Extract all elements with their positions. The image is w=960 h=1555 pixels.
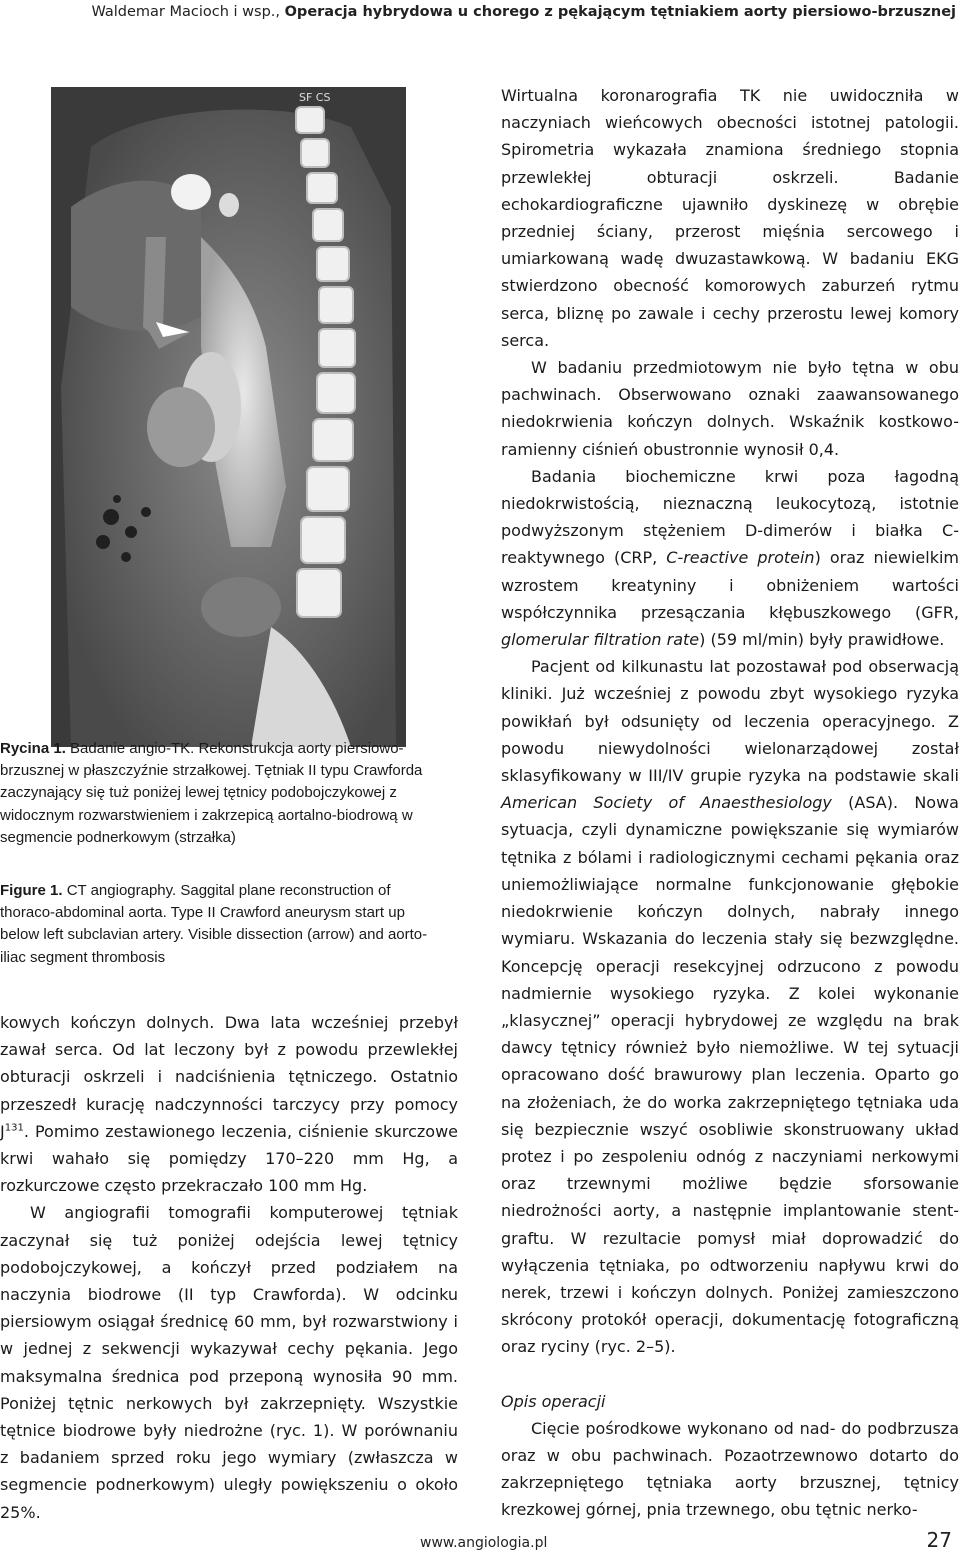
term-english: C-reactive protein: [666, 548, 815, 568]
paragraph: [501, 653, 959, 1360]
paragraph-text: . Pomimo zestawionego leczenia, ciśnienie skurczowe krwi wahało się pomiędzy 170–220 mm Hg, a rozkurczowe często przekraczało 100 mm Hg.: [0, 1121, 458, 1196]
section-heading: Opis operacji: [501, 1391, 606, 1411]
paragraph-text: Badania biochemiczne krwi poza łagodną niedokrwistością, nieznaczną leukocytozą, istotnie podwyższonym stężeniem D-dimerów i białka C-reaktywnego (CRP,: [501, 466, 959, 568]
page-number: 27: [926, 1528, 952, 1552]
figure-caption-polish: [0, 738, 440, 849]
caption-en-text: CT angiography. Saggital plane reconstruction of thoraco-abdominal aorta. Type II Crawford aneurysm start up below left subclavian artery. Visible dissection (arrow) and aorto-iliac segment thrombosis: [0, 882, 428, 966]
paragraph-text: ) (59 ml/min) były prawidłowe.: [699, 630, 945, 650]
paragraph: W angiografii tomografii komputerowej tętniak zaczynał się tuż poniżej odejścia lewej tętnicy podobojczykowej, a kończył przed podziałem na naczynia biodrowe (II typ Crawforda). W odcinku piersiowym osiągał średnicę 60 mm, był rozwarstwiony i w jednej z sekwencji wykazywał cechy pękania. Jego maksymalna średnica pod przeponą wynosiła 90 mm. Poniżej tętnic nerkowych był zakrzepnięty. Wszystkie tętnice biodrowe były niedrożne (ryc. 1). W porównaniu z badaniem sprzed roku jego wymiary (zwłaszcza w segmencie podnerkowym) uległy powiększeniu o około 25%.: [0, 1203, 458, 1522]
term-english: glomerular filtration rate: [501, 630, 700, 650]
paragraph-text: Pacjent od kilkunastu lat pozostawał pod obserwacją kliniki. Już wcześniej z powodu zbyt wysokiego ryzyka powikłań był odsunięty od leczenia operacyjnego. Z powodu niewydolności wielonarządowej został sklasyfikowany w III/IV grupie ryzyka na podstawie skali: [501, 657, 959, 786]
term-english: American Society of Anaesthesiology: [501, 793, 832, 813]
footer-url[interactable]: www.angiologia.pl: [420, 1535, 548, 1551]
ct-scan-image: [51, 87, 406, 747]
paragraph: W badaniu przedmiotowym nie było tętna w obu pachwinach. Obserwowano oznaki zaawansowanego niedokrwienia kończyn dolnych. Wskaźnik kostkowo-ramienny ciśnień obustronnie wynosił 0,4.: [501, 358, 959, 459]
paragraph: [0, 1009, 458, 1199]
paragraph-text: ) oraz niewielkim wzrostem kreatyniny i obniżeniem wartości współczynnika przesączania kłębuszkowego (GFR,: [501, 548, 960, 622]
scan-label: SF CS: [299, 91, 331, 104]
superscript-isotope: 131: [4, 1122, 24, 1134]
running-head-authors: Waldemar Macioch i wsp.,: [91, 4, 280, 20]
ct-scan-illustration: [51, 87, 406, 747]
paragraph-text: kowych kończyn dolnych. Dwa lata wcześniej przebył zawał serca. Od lat leczony był z powodu przewlekłej obturacji oskrzeli i nadciśnienia tętniczego. Ostatnio przeszedł kurację nadczynności tarczycy przy pomocy J: [0, 1013, 458, 1141]
right-column: [501, 82, 959, 1524]
caption-en-label: Figure 1.: [0, 882, 63, 899]
running-head-title: Operacja hybrydowa u chorego z pękającym tętniakiem aorty piersiowo-brzusznej: [284, 4, 956, 20]
caption-pl-text: Badanie angio-TK. Rekonstrukcja aorty piersiowo-brzusznej w płaszczyźnie strzałkowej. Tętniak II typu Crawforda zaczynający się tuż poniżej lewej tętnicy podobojczykowej z widocznym rozwarstwieniem i zakrzepicą aortalno-biodrową w segmencie podnerkowym (strzałka): [0, 740, 423, 846]
paragraph: Wirtualna koronarografia TK nie uwidoczniła w naczyniach wieńcowych obecności istotnej patologii. Spirometria wykazała znamiona średniego stopnia przewlekłej obturacji oskrzeli. Badanie echokardiograficzne ujawniło dyskinezę w obrębie przedniej ściany, przerost mięśnia sercowego i umiarkowaną wadę dwuzastawkową. W badaniu EKG stwierdzono obecność komorowych zaburzeń rytmu serca, bliznę po zawale i cechy przerostu lewej komory serca.: [501, 86, 959, 350]
left-column: [0, 1009, 458, 1526]
running-head: [0, 4, 956, 20]
figure-caption-english: [0, 880, 440, 969]
caption-pl-label: Rycina 1.: [0, 740, 66, 757]
paragraph: [501, 463, 959, 653]
paragraph-text: (ASA). Nowa sytuacja, czyli dynamiczne powiększanie się wymiarów tętnika z bólami i radiologicznymi cechami pękania oraz uniemożliwiające normalne funkcjonowanie głębokie niedokrwienie kończyn dolnych, nabrały innego wymiaru. Wskazania do leczenia stały się bezwzględne. Koncepcję operacji resekcyjnej odrzucono z powodu nadmiernie wysokiego ryzyka. Z kolei wykonanie „klasycznej” operacji hybrydowej ze względu na brak dawcy tętnicy również było niemożliwe. W tej sytuacji opracowano dość brawurowy plan leczenia. Oparto go na złożeniach, że do worka zakrzepniętego tętniaka uda się bezpiecznie wszyć osobliwie skonstruowany układ protez i po zespoleniu odnóg z naczyniami nerkowymi oraz trzewnymi możliwe będzie sforsowanie niedrożności aorty, a następnie implantowanie stent-graftu. W rezultacie pomysł miał doprowadzić do wyłączenia tętniaka, po odtworzeniu napływu krwi do nerek, trzewi i kończyn dolnych. Poniżej zamieszczono skrócony protokół operacji, dokumentację fotograficzną oraz ryciny (ryc. 2–5).: [501, 793, 959, 1357]
paragraph: Cięcie pośrodkowe wykonano od nad- do podbrzusza oraz w obu pachwinach. Pozaotrzewnowo dotarto do zakrzepniętego tętniaka aorty brzusznej, tętnicy krezkowej górnej, pnia trzewnego, obu tętnic nerko-: [501, 1418, 959, 1520]
